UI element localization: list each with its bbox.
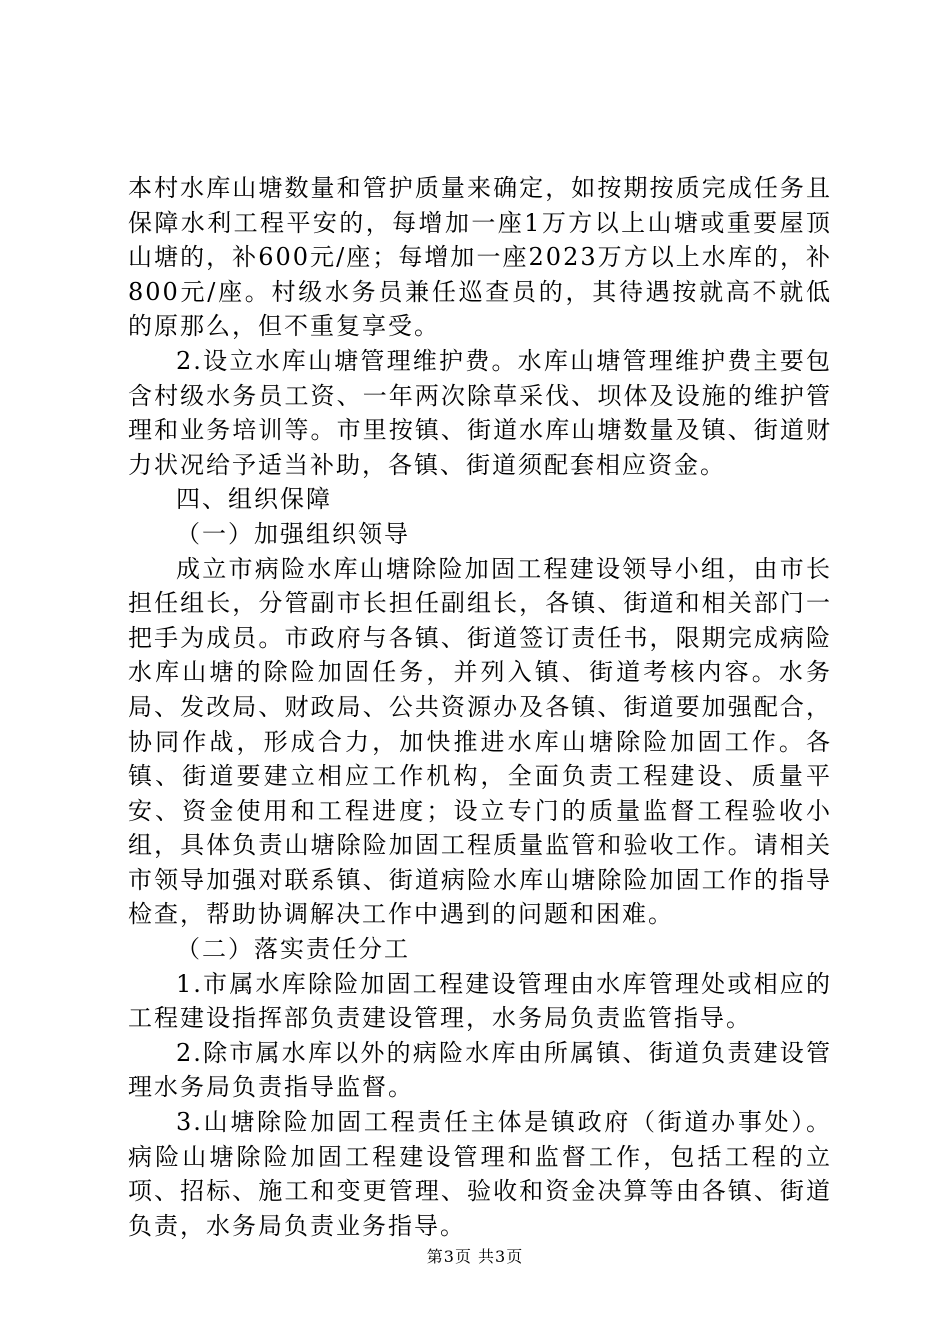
paragraph-responsibility-1: 1.市属水库除险加固工程建设管理由水库管理处或相应的工程建设指挥部负责建设管理，水务局负责监管指导。 [128,969,832,1033]
paragraph-responsibility-3: 3.山塘除险加固工程责任主体是镇政府（街道办事处）。病险山塘除险加固工程建设管理和监督工作，包括工程的立项、招标、施工和变更管理、验收和资金决算等由各镇、街道负责，水务局负责业务指导。 [128,1108,832,1240]
paragraph-reservoir-subsidy: 本村水库山塘数量和管护质量来确定，如按期按质完成任务且保障水利工程平安的，每增加一座1万方以上山塘或重要屋顶山塘的，补600元/座；每增加一座2023万方以上水库的，补800元/座。村级水务员兼任巡查员的，其待遇按就高不就低的原那么，但不重复享受。 [128,174,832,341]
paragraph-responsibility-2: 2.除市属水库以外的病险水库由所属镇、街道负责建设管理水务局负责指导监督。 [128,1038,832,1102]
document-body [128,171,832,1243]
section-heading-organization: 四、组织保障 [176,485,332,514]
paragraph-maintenance-fee: 2.设立水库山塘管理维护费。水库山塘管理维护费主要包含村级水务员工资、一年两次除草采伐、坝体及设施的维护管理和业务培训等。市里按镇、街道水库山塘数量及镇、街道财力状况给予适当补助，各镇、街道须配套相应资金。 [128,346,832,479]
page-footer: 第3页 共3页 [426,1247,524,1266]
subsection-heading-responsibility: （二）落实责任分工 [176,935,410,964]
subsection-heading-leadership: （一）加强组织领导 [176,519,410,548]
paragraph-leadership-group: 成立市病险水库山塘除险加固工程建设领导小组，由市长担任组长，分管副市长担任副组长，各镇、街道和相关部门一把手为成员。市政府与各镇、街道签订责任书，限期完成病险水库山塘的除险加固任务，并列入镇、街道考核内容。水务局、发改局、财政局、公共资源办及各镇、街道要加强配合，协同作战，形成合力，加快推进水库山塘除险加固工作。各镇、街道要建立相应工作机构，全面负责工程建设、质量平安、资金使用和工程进度；设立专门的质量监督工程验收小组，具体负责山塘除险加固工程质量监管和验收工作。请相关市领导加强对联系镇、街道病险水库山塘除险加固工作的指导检查，帮助协调解决工作中遇到的问题和困难。 [128,554,832,929]
